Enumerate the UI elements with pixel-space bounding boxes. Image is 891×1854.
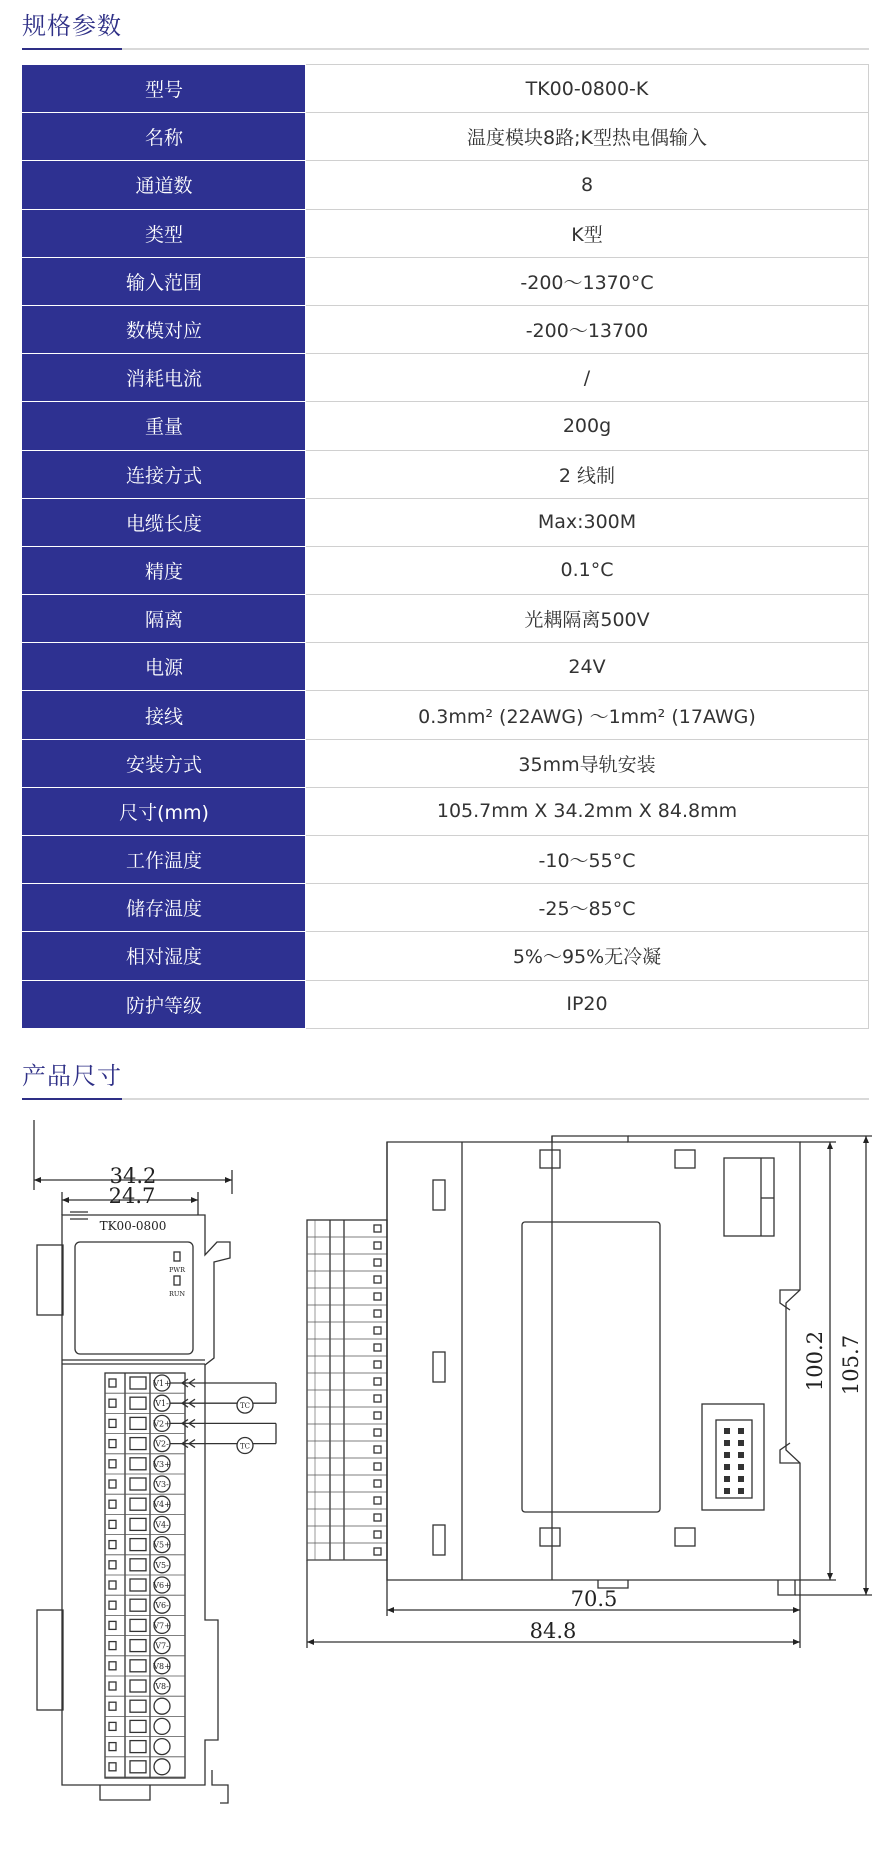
run-led-label: RUN — [168, 1290, 186, 1298]
terminal-label: V2+ — [153, 1419, 171, 1429]
spec-row — [23, 980, 869, 1028]
side-terminal-screw — [374, 1276, 381, 1283]
side-terminal-screw — [374, 1412, 381, 1419]
terminal-screw — [109, 1379, 116, 1387]
dim-depth-outer-label: 84.8 — [529, 1619, 577, 1643]
side-view — [307, 1136, 872, 1648]
terminal-slot — [130, 1498, 146, 1510]
terminal-slot — [130, 1397, 146, 1409]
port-pin — [738, 1428, 744, 1434]
spec-label: 重量 — [23, 402, 306, 450]
spec-row — [23, 402, 869, 450]
terminal-slot — [130, 1599, 146, 1611]
terminal-screw — [109, 1763, 116, 1771]
spec-label: 防护等级 — [23, 980, 306, 1028]
port-pin — [724, 1440, 730, 1446]
spec-label: 精度 — [23, 546, 306, 594]
port-pin — [724, 1428, 730, 1434]
spec-value: 0.1°C — [306, 546, 869, 594]
dim-width-outer-label: 34.2 — [109, 1164, 157, 1188]
terminal-slot — [130, 1438, 146, 1450]
terminal-circle — [154, 1759, 170, 1775]
spec-row — [23, 643, 869, 691]
spec-label: 名称 — [23, 113, 306, 161]
port-pin — [724, 1488, 730, 1494]
terminal-slot — [130, 1478, 146, 1490]
spec-label: 通道数 — [23, 161, 306, 209]
terminal-slot — [130, 1700, 146, 1712]
terminal-slot — [130, 1741, 146, 1753]
terminal-slot — [130, 1619, 146, 1631]
section-divider-accent — [22, 48, 122, 50]
spec-label: 接线 — [23, 691, 306, 739]
spec-row — [23, 209, 869, 257]
spec-value: -10～55°C — [306, 836, 869, 884]
side-terminal-screw — [374, 1531, 381, 1538]
side-terminal-screw — [374, 1463, 381, 1470]
spec-label: 工作温度 — [23, 836, 306, 884]
side-terminal-screw — [374, 1429, 381, 1436]
terminal-label: V3- — [155, 1480, 169, 1489]
spec-value: / — [306, 354, 869, 402]
section-divider — [22, 48, 869, 50]
side-terminal-screw — [374, 1497, 381, 1504]
spec-value: 200g — [306, 402, 869, 450]
terminal-rows — [105, 1375, 185, 1777]
terminal-slot — [130, 1720, 146, 1732]
terminal-slot — [130, 1579, 146, 1591]
spec-value: 5%～95%无冷凝 — [306, 932, 869, 980]
spec-table — [22, 64, 869, 1029]
expansion-port-pins — [724, 1428, 744, 1494]
spec-label: 类型 — [23, 209, 306, 257]
spec-value: Max:300M — [306, 498, 869, 546]
terminal-circle — [154, 1698, 170, 1714]
tc-label: TC — [239, 1402, 251, 1411]
run-led — [174, 1276, 180, 1285]
terminal-slot — [130, 1640, 146, 1652]
dimension-drawing — [0, 1120, 891, 1854]
spec-label: 输入范围 — [23, 257, 306, 305]
terminal-label: V8- — [155, 1682, 169, 1691]
spec-row — [23, 932, 869, 980]
side-terminal-screw — [374, 1310, 381, 1317]
tc-label: TC — [239, 1442, 251, 1451]
terminal-label: V6- — [155, 1601, 169, 1611]
spec-row — [23, 113, 869, 161]
specs-section-title: 规格参数 — [22, 12, 122, 40]
terminal-slot — [130, 1458, 146, 1470]
section-divider-accent — [22, 1098, 122, 1100]
terminal-slot — [130, 1518, 146, 1530]
spec-value: 温度模块8路;K型热电偶输入 — [306, 113, 869, 161]
port-pin — [724, 1464, 730, 1470]
terminal-circle — [154, 1739, 170, 1755]
port-pin — [738, 1476, 744, 1482]
terminal-label: V2- — [155, 1439, 169, 1449]
port-pin — [738, 1464, 744, 1470]
spec-row — [23, 595, 869, 643]
side-terminal-screw — [374, 1327, 381, 1334]
terminal-screw — [109, 1743, 116, 1751]
tc-wiring — [170, 1379, 276, 1454]
terminal-screw — [109, 1702, 116, 1710]
terminal-screw — [109, 1621, 116, 1629]
spec-value: -200～13700 — [306, 305, 869, 353]
terminal-screw — [109, 1480, 116, 1488]
terminal-screw — [109, 1722, 116, 1730]
spec-value: -200～1370°C — [306, 257, 869, 305]
spec-label: 数模对应 — [23, 305, 306, 353]
terminal-slot — [130, 1539, 146, 1551]
side-terminal-screw — [374, 1293, 381, 1300]
spec-label: 相对湿度 — [23, 932, 306, 980]
terminal-label: V4- — [155, 1520, 169, 1530]
spec-row — [23, 450, 869, 498]
terminal-label: V6+ — [153, 1581, 171, 1590]
spec-value: 24V — [306, 643, 869, 691]
terminal-label: V5- — [155, 1560, 169, 1570]
terminal-screw — [109, 1460, 116, 1468]
terminal-label: V8+ — [153, 1661, 171, 1671]
side-terminal-screw — [374, 1446, 381, 1453]
terminal-slot — [130, 1761, 146, 1773]
spec-row — [23, 161, 869, 209]
pwr-led — [174, 1252, 180, 1261]
spec-label: 型号 — [23, 65, 306, 113]
dim-depth-inner-label: 70.5 — [570, 1587, 618, 1611]
spec-value: -25～85°C — [306, 884, 869, 932]
side-terminal-screw — [374, 1548, 381, 1555]
spec-label: 电缆长度 — [23, 498, 306, 546]
spec-row — [23, 739, 869, 787]
terminal-label: V1+ — [153, 1379, 171, 1388]
terminal-screw — [109, 1682, 116, 1690]
terminal-label: V5+ — [153, 1540, 171, 1550]
dims-section-title: 产品尺寸 — [22, 1062, 122, 1090]
spec-value: K型 — [306, 209, 869, 257]
terminal-label: V1- — [155, 1399, 169, 1409]
terminal-screw — [109, 1399, 116, 1407]
dim-width-inner-label: 24.7 — [108, 1184, 156, 1208]
spec-row — [23, 546, 869, 594]
terminal-label: V4+ — [153, 1500, 171, 1510]
spec-label: 消耗电流 — [23, 354, 306, 402]
terminal-screw — [109, 1642, 116, 1650]
spec-row — [23, 836, 869, 884]
side-terminal-screw — [374, 1514, 381, 1521]
pwr-led-label: PWR — [169, 1266, 185, 1274]
spec-value: 35mm导轨安装 — [306, 739, 869, 787]
spec-row — [23, 884, 869, 932]
side-terminal-screw — [374, 1242, 381, 1249]
terminal-screw — [109, 1601, 116, 1609]
port-pin — [738, 1452, 744, 1458]
spec-value: IP20 — [306, 980, 869, 1028]
side-terminal-screw — [374, 1395, 381, 1402]
front-model-label: TK00-0800 — [99, 1219, 167, 1233]
dim-height-inner-label: 100.2 — [803, 1330, 827, 1392]
terminal-screw — [109, 1520, 116, 1528]
terminal-slot — [130, 1660, 146, 1672]
port-pin — [738, 1488, 744, 1494]
spec-table-body — [23, 65, 869, 1029]
port-pin — [724, 1476, 730, 1482]
terminal-screw — [109, 1541, 116, 1549]
spec-row — [23, 354, 869, 402]
terminal-circle — [154, 1718, 170, 1734]
spec-value: 2 线制 — [306, 450, 869, 498]
spec-label: 电源 — [23, 643, 306, 691]
terminal-screw — [109, 1561, 116, 1569]
side-terminal-screw — [374, 1361, 381, 1368]
spec-label: 尺寸(mm) — [23, 787, 306, 835]
spec-row — [23, 305, 869, 353]
spec-label: 安装方式 — [23, 739, 306, 787]
spec-label: 隔离 — [23, 595, 306, 643]
terminal-screw — [109, 1500, 116, 1508]
terminal-screw — [109, 1581, 116, 1589]
terminal-label: V3+ — [153, 1459, 171, 1469]
terminal-slot — [130, 1417, 146, 1429]
terminal-screw — [109, 1440, 116, 1448]
port-pin — [724, 1452, 730, 1458]
dims-section-header — [22, 1060, 869, 1100]
spec-value: 0.3mm² (22AWG) ～1mm² (17AWG) — [306, 691, 869, 739]
spec-value: TK00-0800-K — [306, 65, 869, 113]
spec-row — [23, 691, 869, 739]
spec-value: 光耦隔离500V — [306, 595, 869, 643]
spec-row — [23, 498, 869, 546]
section-divider — [22, 1098, 869, 1100]
side-terminal-screw — [374, 1480, 381, 1487]
spec-row — [23, 65, 869, 113]
terminal-slot — [130, 1680, 146, 1692]
specs-section-header — [22, 10, 869, 50]
side-terminal-rows — [307, 1220, 387, 1560]
dim-height-outer-label: 105.7 — [839, 1334, 863, 1396]
side-terminal-screw — [374, 1225, 381, 1232]
spec-label: 储存温度 — [23, 884, 306, 932]
side-terminal-screw — [374, 1344, 381, 1351]
terminal-label: V7+ — [153, 1621, 171, 1631]
terminal-label: V7- — [155, 1641, 169, 1651]
side-terminal-screw — [374, 1378, 381, 1385]
spec-value: 105.7mm X 34.2mm X 84.8mm — [306, 787, 869, 835]
terminal-screw — [109, 1419, 116, 1427]
spec-row — [23, 257, 869, 305]
side-terminal-screw — [374, 1259, 381, 1266]
terminal-slot — [130, 1377, 146, 1389]
spec-label: 连接方式 — [23, 450, 306, 498]
terminal-screw — [109, 1662, 116, 1670]
spec-row — [23, 787, 869, 835]
terminal-slot — [130, 1559, 146, 1571]
port-pin — [738, 1440, 744, 1446]
spec-value: 8 — [306, 161, 869, 209]
